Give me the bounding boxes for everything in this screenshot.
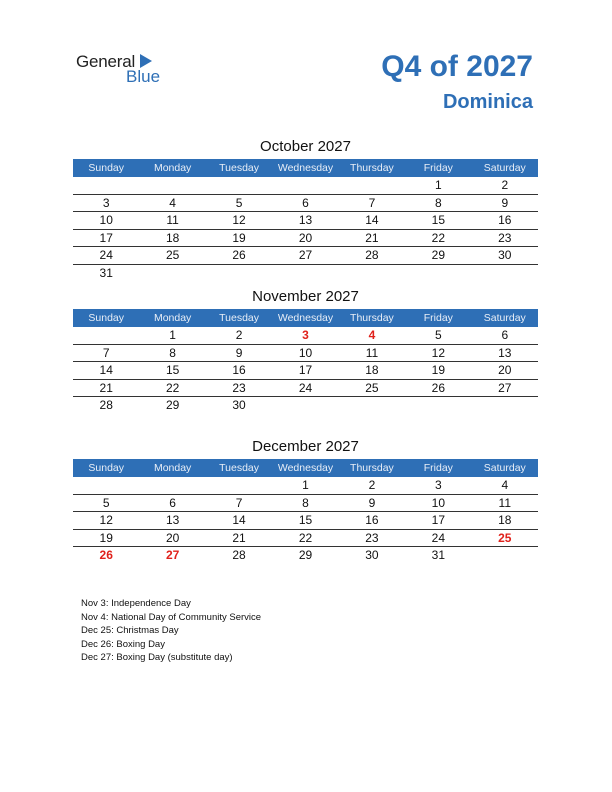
day-cell: 6 [501, 328, 509, 342]
weekday-label: Wednesday [277, 312, 334, 324]
weekday-label: Friday [423, 162, 453, 174]
day-cell: 15 [165, 363, 180, 377]
day-cell [206, 265, 272, 283]
weekday-label: Saturday [483, 162, 526, 174]
day-cell [472, 265, 538, 283]
day-cell: 30 [232, 398, 246, 412]
day-cell: 24 [431, 530, 446, 545]
day-cell [339, 397, 405, 415]
week-row [73, 512, 538, 530]
day-cell: 21 [232, 530, 246, 545]
day-cell: 8 [169, 345, 176, 360]
day-cell: 17 [99, 230, 113, 245]
day-cell: 27 [165, 548, 180, 562]
day-cell: 6 [169, 495, 176, 510]
week-row [73, 362, 538, 380]
weekday-label: Thursday [350, 462, 394, 474]
day-cell: 22 [431, 230, 446, 245]
weekday-header [73, 309, 538, 327]
week-row [73, 327, 538, 345]
week-row [73, 495, 538, 513]
day-cell [206, 177, 272, 194]
day-cell: 20 [498, 363, 512, 377]
day-cell: 9 [368, 495, 376, 510]
day-cell [339, 177, 405, 194]
weekday-label: Saturday [483, 462, 526, 474]
day-cell [272, 177, 338, 194]
holiday-notes [81, 597, 261, 665]
month-calendar [73, 287, 538, 415]
weekday-label: Wednesday [277, 162, 334, 174]
week-row [73, 177, 538, 195]
day-cell: 3 [102, 195, 110, 210]
weekday-label: Saturday [483, 312, 526, 324]
day-cell: 25 [165, 248, 180, 262]
day-cell: 16 [232, 363, 246, 377]
day-cell: 2 [368, 478, 376, 492]
day-cell: 19 [99, 530, 113, 545]
week-row [73, 530, 538, 548]
week-row [73, 380, 538, 398]
weekday-label: Tuesday [219, 162, 259, 174]
day-cell: 6 [302, 195, 309, 210]
day-cell: 14 [99, 363, 113, 377]
day-cell: 11 [498, 495, 512, 510]
day-cell: 26 [431, 380, 446, 395]
day-cell: 21 [365, 230, 379, 245]
day-cell: 8 [435, 195, 442, 210]
day-cell: 14 [365, 213, 379, 227]
month-title: October 2027 [260, 138, 351, 155]
day-cell: 29 [431, 248, 446, 262]
weekday-label: Thursday [350, 162, 394, 174]
day-cell: 10 [298, 345, 313, 360]
day-cell [73, 177, 139, 194]
day-cell: 5 [435, 328, 442, 342]
note-item: Nov 3: Independence Day [81, 598, 191, 609]
week-row [73, 230, 538, 248]
day-cell: 29 [298, 548, 313, 562]
day-cell: 26 [232, 248, 246, 262]
day-cell: 22 [165, 380, 180, 395]
week-row [73, 265, 538, 283]
day-cell: 20 [298, 230, 313, 245]
day-cell: 22 [298, 530, 313, 545]
day-cell: 7 [368, 195, 376, 210]
day-cell: 25 [498, 530, 512, 545]
day-cell: 18 [498, 513, 512, 527]
day-cell: 13 [298, 213, 313, 227]
day-cell [272, 397, 338, 415]
day-cell [339, 265, 405, 283]
weekday-label: Monday [153, 312, 192, 324]
weekday-label: Sunday [88, 462, 125, 474]
weekday-label: Wednesday [277, 462, 334, 474]
day-cell: 16 [365, 513, 379, 527]
day-cell: 17 [431, 513, 446, 527]
day-cell: 17 [298, 363, 313, 377]
day-cell: 31 [431, 548, 446, 562]
day-cell: 15 [431, 213, 446, 227]
weekday-label: Sunday [88, 162, 125, 174]
note-item: Nov 4: National Day of Community Service [81, 611, 262, 623]
day-cell [272, 265, 338, 283]
weekday-label: Monday [153, 162, 192, 174]
day-cell [139, 177, 205, 194]
day-cell: 15 [298, 513, 313, 527]
day-cell: 30 [365, 548, 379, 562]
day-cell: 27 [498, 380, 512, 395]
day-cell: 12 [232, 213, 246, 227]
day-cell: 24 [298, 380, 313, 395]
note-item: Dec 26: Boxing Day [81, 638, 165, 650]
day-cell: 23 [498, 230, 512, 245]
day-cell: 10 [99, 213, 113, 227]
day-cell [73, 327, 139, 344]
week-row [73, 195, 538, 213]
day-cell: 31 [99, 265, 113, 280]
day-cell: 12 [99, 513, 113, 527]
day-cell: 26 [99, 548, 113, 562]
day-cell: 12 [431, 345, 446, 360]
day-cell: 11 [166, 213, 179, 227]
week-row [73, 345, 538, 363]
day-cell: 5 [102, 495, 110, 510]
week-row [73, 247, 538, 265]
day-cell: 13 [165, 513, 180, 527]
day-cell: 29 [165, 398, 180, 412]
month-title: December 2027 [252, 438, 359, 455]
day-cell: 19 [232, 230, 246, 245]
day-cell: 9 [501, 195, 509, 210]
day-cell: 14 [232, 513, 246, 527]
weekday-header [73, 459, 538, 477]
day-cell [472, 397, 538, 415]
day-cell: 11 [365, 345, 379, 360]
day-cell: 1 [302, 478, 309, 492]
day-cell [472, 547, 538, 565]
day-cell: 1 [435, 178, 442, 192]
day-cell: 4 [169, 195, 176, 210]
day-cell: 18 [165, 230, 180, 245]
weekday-label: Friday [423, 312, 453, 324]
day-cell: 23 [232, 380, 246, 395]
weekday-header [73, 159, 538, 177]
day-cell: 16 [498, 213, 512, 227]
month-calendar [73, 437, 538, 565]
day-cell [206, 477, 272, 494]
logo-flag-icon [140, 54, 152, 68]
country-subtitle: Dominica [442, 91, 533, 113]
week-row [73, 477, 538, 495]
page-title: Q4 of 2027 [381, 50, 533, 83]
day-cell: 4 [368, 328, 376, 342]
day-cell: 3 [435, 478, 442, 492]
month-calendar [73, 137, 538, 282]
week-row [73, 397, 538, 415]
note-item: Dec 25: Christmas Day [81, 625, 179, 636]
day-cell: 7 [102, 345, 110, 360]
day-cell: 20 [165, 530, 180, 545]
weekday-label: Thursday [350, 312, 394, 324]
month-title: November 2027 [252, 288, 359, 305]
day-cell [139, 477, 205, 494]
logo-text-blue: Blue [126, 67, 161, 86]
weekday-label: Sunday [88, 312, 125, 324]
day-cell: 28 [99, 398, 113, 412]
weekday-label: Tuesday [219, 312, 259, 324]
day-cell: 2 [235, 328, 243, 342]
day-cell: 28 [365, 248, 379, 262]
day-cell: 10 [431, 495, 446, 510]
day-cell: 28 [232, 548, 246, 562]
day-cell: 9 [235, 345, 243, 360]
day-cell [73, 477, 139, 494]
day-cell: 5 [235, 195, 243, 210]
logo [76, 52, 176, 88]
day-cell [139, 265, 205, 283]
day-cell: 3 [302, 328, 309, 342]
week-row [73, 212, 538, 230]
weekday-label: Monday [153, 462, 192, 474]
week-row [73, 547, 538, 565]
day-cell: 1 [169, 328, 176, 342]
day-cell: 7 [235, 495, 243, 510]
day-cell: 27 [298, 248, 313, 262]
day-cell: 4 [501, 478, 509, 492]
day-cell: 30 [498, 248, 512, 262]
day-cell: 24 [99, 248, 113, 262]
day-cell: 19 [431, 363, 446, 377]
day-cell [405, 265, 471, 283]
day-cell [405, 397, 471, 415]
day-cell: 2 [501, 178, 509, 192]
day-cell: 13 [498, 345, 512, 360]
logo-text-general: General [76, 52, 136, 71]
weekday-label: Tuesday [219, 462, 259, 474]
day-cell: 21 [99, 380, 113, 395]
day-cell: 25 [365, 380, 379, 395]
day-cell: 8 [302, 495, 309, 510]
day-cell: 23 [365, 530, 379, 545]
day-cell: 18 [365, 363, 379, 377]
weekday-label: Friday [423, 462, 453, 474]
note-item: Dec 27: Boxing Day (substitute day) [81, 652, 233, 663]
